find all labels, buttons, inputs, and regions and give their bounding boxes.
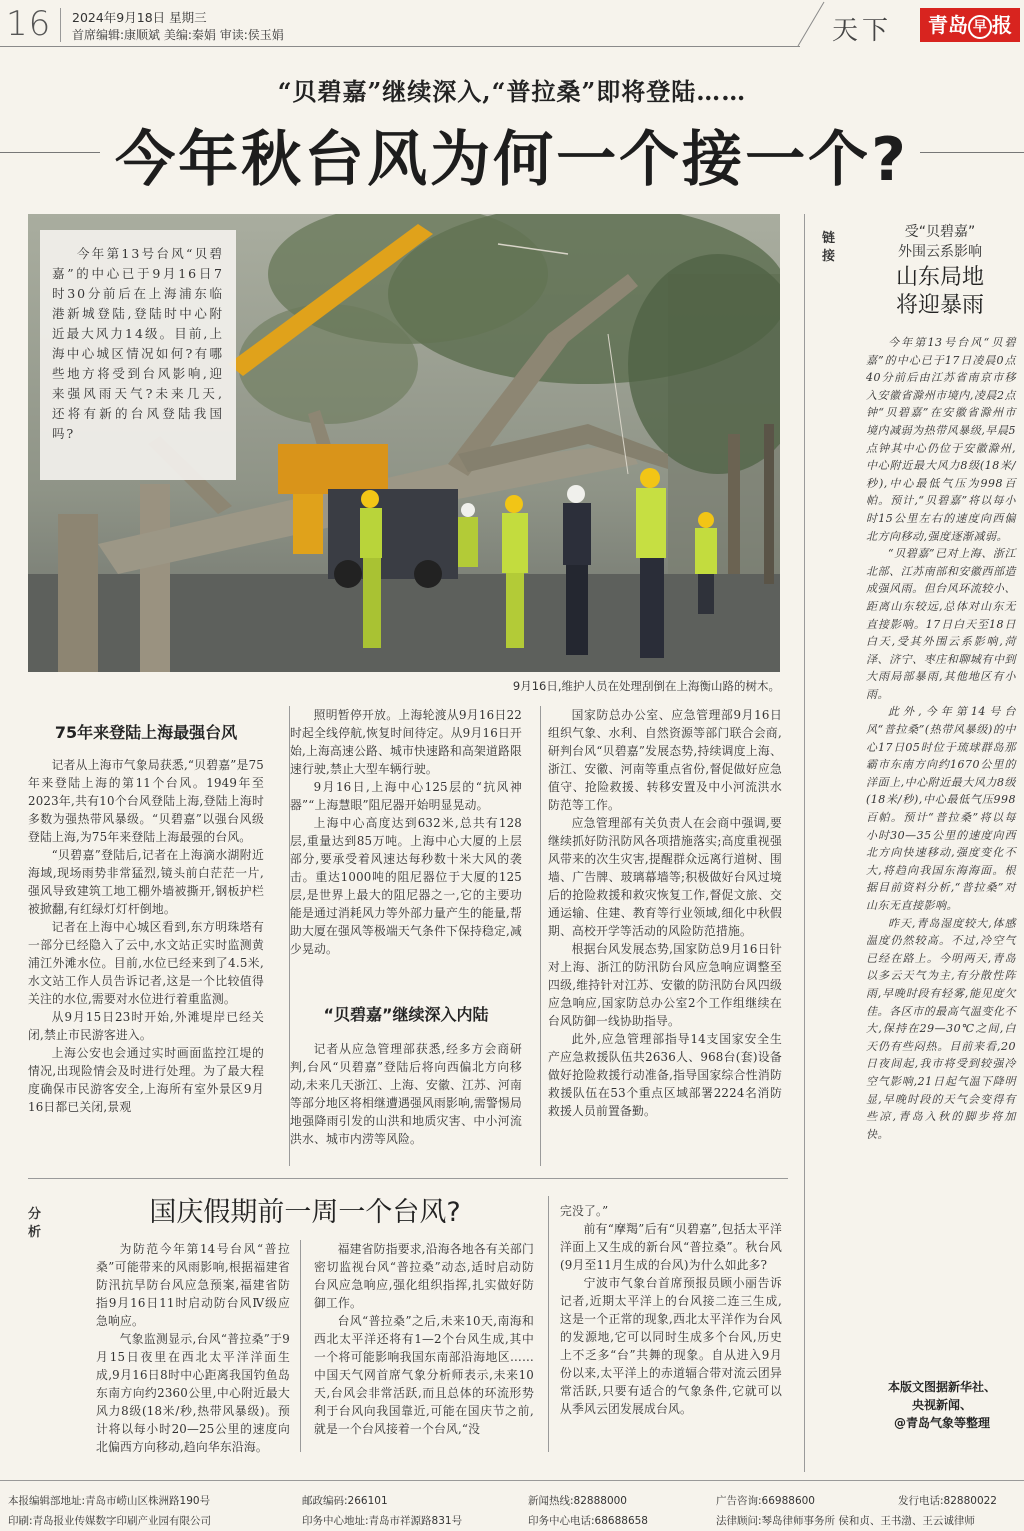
- paragraph: 宁波市气象台首席预报员顾小丽告诉记者,近期太平洋上的台风接二连三生成,这是一个正常的现象,西北太平洋作为台风的发源地,它可以同时生成多个台风,历史上不乏多“台”共舞的现象。自从进入9月份以来,太平洋上的赤道辐合带对流云团异常活跃,只要有适合的气象条件,它就可以从季风云团发展成台风。: [560, 1276, 782, 1416]
- headline-rule-right: [920, 152, 1024, 153]
- paragraph: 台风“普拉桑”之后,未来10天,南海和西北太平洋还将有1—2个台风生成,其中一个将可能影响我国东南部沿海地区……中国天气网首席气象分析师表示,未来10天,台风会非常活跃,而且总体的环流形势利于台风向我国靠近,可能在国庆节之前,就是一个台风接着一个台风,“没: [314, 1314, 534, 1436]
- header-divider: [60, 8, 61, 42]
- paragraph: “贝碧嘉”已对上海、浙江北部、江苏南部和安徽西部造成强风雨。但台风环流较小、距离山东较远,总体对山东无直接影响。17日白天至18日白天,受其外围云系影响,菏泽、济宁、枣庄和聊城有中到大雨局部暴雨,其他地区有小雨。: [866, 547, 1016, 701]
- paragraph: 记者在上海中心城区看到,东方明珠塔有一部分已经隐入了云中,水文站正实时监测黄浦江外滩水位。目前,水位已经来到了4.5米,水文站工作人员告诉记者,这是一个比较值得关注的水位,需要对水位进行着重监测。: [28, 920, 264, 1006]
- issue-date: 2024年9月18日 星期三: [72, 10, 207, 25]
- article-column-1: [28, 756, 264, 1116]
- article-column-2: [290, 706, 522, 958]
- article-column-2b: [290, 1040, 522, 1148]
- section-name: 天下: [832, 16, 893, 46]
- article-headline: 今年秋台风为何一个接一个?: [115, 125, 909, 195]
- paragraph: 应急管理部有关负责人在会商中强调,要继续抓好防汛防风各项措施落实;高度重视强风带来的次生灾害,提醒群众远离行道树、围墙、广告牌、玻璃幕墙等;积极做好台风过境后的抢险救援和救灾恢复工作,督促文旅、交通运输、住建、教育等行业领域,细化中秋假期、高校开学等活动的风险防范措施。: [548, 816, 782, 938]
- source-credit: [862, 1378, 1022, 1432]
- article-kicker: “贝碧嘉”继续深入,“普拉桑”即将登陆……: [277, 77, 747, 106]
- photo-caption: 9月16日,维护人员在处理刮倒在上海衡山路的树木。: [512, 679, 780, 693]
- sidebar-kicker: [860, 222, 1020, 262]
- newspaper-logo: [920, 8, 1020, 42]
- credit-line-3: @青岛气象等整理: [893, 1416, 990, 1430]
- credit-line-1: 本版文图据新华社、: [887, 1380, 996, 1394]
- paragraph: 记者从上海市气象局获悉,“贝碧嘉”是75年来登陆上海的第11个台风。1949年至2023年,共有10个台风登陆上海,登陆上海时多数为强热带风暴级。“贝碧嘉”以强台风级登陆上海,为75年来登陆上海最强的台风。: [28, 758, 264, 844]
- brand-name: 青岛: [928, 13, 968, 37]
- page-footer: [0, 1480, 1024, 1531]
- footer-legal-counsel: 法律顾问:琴岛律师事务所 侯和贞、王书渤、王云诚律师: [716, 1515, 975, 1527]
- subhead-moving-inland: “贝碧嘉”继续深入内陆: [323, 1005, 489, 1024]
- analysis-rule-2: [548, 1196, 549, 1452]
- footer-news-hotline: 新闻热线:82888000: [528, 1495, 627, 1507]
- intro-summary-text: 今年第13号台风“贝碧嘉”的中心已于9月16日7时30分前后在上海浦东临港新城登陆,登陆时中心附近最大风力14级。目前,上海中心城区情况如何?有哪些地方将受到台风影响,迎来强风雨天气?未来几天,还将有新的台风登陆我国吗?: [52, 246, 224, 441]
- footer-postal-code: 邮政编码:266101: [302, 1495, 388, 1507]
- analysis-top-rule: [28, 1178, 788, 1179]
- paragraph: 上海中心高度达到632米,总共有128层,重量达到85万吨。上海中心大厦的上层部分,要承受着风速达每秒数十米大风的袭击。重达1000吨的阻尼器位于大厦的125层,是世界上最大的阻尼器之一,它的主要功能是通过消耗风力等外部力量产生的能量,帮助大厦在强风等极端天气条件下保持稳定,减少晃动。: [290, 816, 522, 956]
- page-number: 16: [6, 4, 52, 44]
- paragraph: 上海公安也会通过实时画面监控江堤的情况,出现险情会及时进行处理。为了最大程度确保市民游客安全,上海所有室外景区9月16日都已关闭,景观: [28, 1046, 264, 1114]
- subhead-strongest-typhoon: 75年来登陆上海最强台风: [54, 723, 238, 742]
- sidebar-kicker-line-2: 外围云系影响: [898, 244, 982, 260]
- sidebar-tag: 链接: [822, 231, 836, 264]
- paragraph: 此外,今年第14号台风“普拉桑”(热带风暴级)的中心17日05时位于琉球群岛那霸市东南方向约1670公里的洋面上,中心附近最大风力8级(18米/秒),中心最低气压998百帕。预计“普拉桑”将以每小时30—35公里的速度向西北方向快速移动,强度变化不大,将趋向我国东海海面。根据目前资料分析,“普拉桑”对山东无直接影响。: [866, 705, 1016, 912]
- analysis-rule-1: [300, 1240, 301, 1452]
- paragraph: 9月16日,上海中心125层的“抗风神器”“上海慧眼”阻尼器开始明显晃动。: [290, 780, 522, 812]
- sidebar-title: [860, 264, 1020, 320]
- footer-printer: 印刷:青岛报业传媒数字印刷产业园有限公司: [8, 1515, 212, 1527]
- sidebar-rule: [804, 214, 805, 1472]
- sidebar-kicker-line-1: 受“贝碧嘉”: [904, 224, 976, 240]
- column-rule-2: [540, 706, 541, 1166]
- analysis-column-1: [96, 1240, 290, 1456]
- paragraph: 国家防总办公室、应急管理部9月16日组织气象、水利、自然资源等部门联合会商,研判台风“贝碧嘉”发展态势,持续调度上海、浙江、安徽、河南等重点省份,督促做好应急值守、抢险救援、转移安置及中小河流洪水防范等工作。: [548, 708, 782, 812]
- paragraph: 前有“摩羯”后有“贝碧嘉”,包括太平洋洋面上又生成的新台风“普拉桑”。秋台风(9月至11月生成的台风)为什么如此多?: [560, 1222, 782, 1272]
- footer-print-center-phone: 印务中心电话:68688658: [528, 1515, 648, 1527]
- footer-print-center-address: 印务中心地址:青岛市祥源路831号: [302, 1515, 463, 1527]
- editor-credits: 首席编辑:康顺斌 美编:秦娟 审读:侯玉娟: [72, 28, 284, 42]
- analysis-column-2: [314, 1240, 534, 1438]
- page-header: [0, 0, 1024, 52]
- footer-editorial-address: 本报编辑部地址:青岛市崂山区株洲路190号: [8, 1495, 211, 1507]
- paragraph: 昨天,青岛湿度较大,体感温度仍然较高。不过,冷空气已经在路上。今明两天,青岛以多云天气为主,有分散性阵雨,早晚时段有轻雾,能见度欠佳。各区市的最高气温变化不大,保持在29—30℃之间,白天仍有些闷热。目前来看,20日夜间起,我市将受到较强冷空气影响,21日起气温下降明显,早晚时段的天气会变得有些凉,青岛入秋的脚步将加快。: [866, 916, 1016, 1141]
- paragraph: 完没了。”: [560, 1204, 609, 1218]
- sidebar-body: [866, 334, 1016, 1143]
- paragraph: 此外,应急管理部指导14支国家安全生产应急救援队伍共2636人、968台(套)设备做好抢险救援行动准备,指导国家综合性消防救援队伍在53个重点区域部署2224名消防救援人员前置备勤。: [548, 1032, 782, 1118]
- paragraph: 今年第13号台风“贝碧嘉”的中心已于17日凌晨0点40分前后由江苏省南京市移入安徽省滁州市境内,凌晨2点钟“贝碧嘉”在安徽省滁州市境内减弱为热带风暴级,早晨5点钟其中心仍位于安徽滁州,中心附近最大风力8级(18米/秒),中心最低气压为998百帕。预计,“贝碧嘉”将以每小时15公里左右的速度向西偏北方向移动,强度逐渐减弱。: [866, 336, 1016, 543]
- analysis-label: 分析: [28, 1207, 42, 1240]
- credit-line-2: 央视新闻、: [911, 1398, 972, 1412]
- analysis-column-3: [560, 1202, 782, 1418]
- paragraph: 根据台风发展态势,国家防总9月16日针对上海、浙江的防汛防台风应急响应调整至四级,维持针对江苏、安徽的防汛防台风四级应急响应,国家防总办公室2个工作组继续在台风防御一线协助指导。: [548, 942, 782, 1028]
- paragraph: 从9月15日23时开始,外滩堤岸已经关闭,禁止市民游客进入。: [28, 1010, 264, 1042]
- header-corner: [790, 0, 830, 52]
- sidebar-title-line-1: 山东局地: [895, 265, 984, 290]
- article-column-3: [548, 706, 782, 1120]
- intro-summary-box: [40, 230, 236, 480]
- footer-distribution: 发行电话:82880022: [898, 1495, 997, 1507]
- analysis-title: 国庆假期前一周一个台风?: [149, 1197, 461, 1228]
- brand-mark: 早: [968, 15, 992, 39]
- paragraph: “贝碧嘉”登陆后,记者在上海滴水湖附近海域,现场雨势非常猛烈,镜头前白茫茫一片,强风导致建筑工地工棚外墙被撕开,钢板护栏被掀翻,有红绿灯灯杆倒地。: [28, 848, 264, 916]
- sidebar-title-line-2: 将迎暴雨: [895, 293, 984, 318]
- paragraph: 气象监测显示,台风“普拉桑”于9月15日夜里在西北太平洋洋面生成,9月16日8时中心距离我国钓鱼岛东南方向约2360公里,中心附近最大风力8级(18米/秒,热带风暴级)。预计将以每小时20—25公里的速度向北偏西方向移动,趋向华东沿海。: [96, 1332, 290, 1454]
- paragraph: 福建省防指要求,沿海各地各有关部门密切监视台风“普拉桑”动态,适时启动防台风应急响应,强化组织指挥,扎实做好防御工作。: [314, 1242, 534, 1310]
- brand-suffix: 报: [992, 13, 1012, 37]
- footer-ad-hotline: 广告咨询:66988600: [716, 1495, 815, 1507]
- paragraph: 照明暂停开放。上海轮渡从9月16日22时起全线停航,恢复时间待定。从9月16日开始,上海高速公路、城市快速路和高架道路限速行驶,禁止大型车辆行驶。: [290, 708, 522, 776]
- header-rule: [0, 46, 800, 47]
- paragraph: 记者从应急管理部获悉,经多方会商研判,台风“贝碧嘉”登陆后将向西偏北方向移动,未来几天浙江、上海、安徽、江苏、河南等部分地区将相继遭遇强风雨影响,需警惕局地强降雨引发的山洪和地质灾害、中小河流洪水、城市内涝等风险。: [290, 1042, 522, 1146]
- paragraph: 为防范今年第14号台风“普拉桑”可能带来的风雨影响,根据福建省防汛抗旱防台风应急预案,福建省防指9月16日11时启动防台风Ⅳ级应急响应。: [96, 1242, 290, 1328]
